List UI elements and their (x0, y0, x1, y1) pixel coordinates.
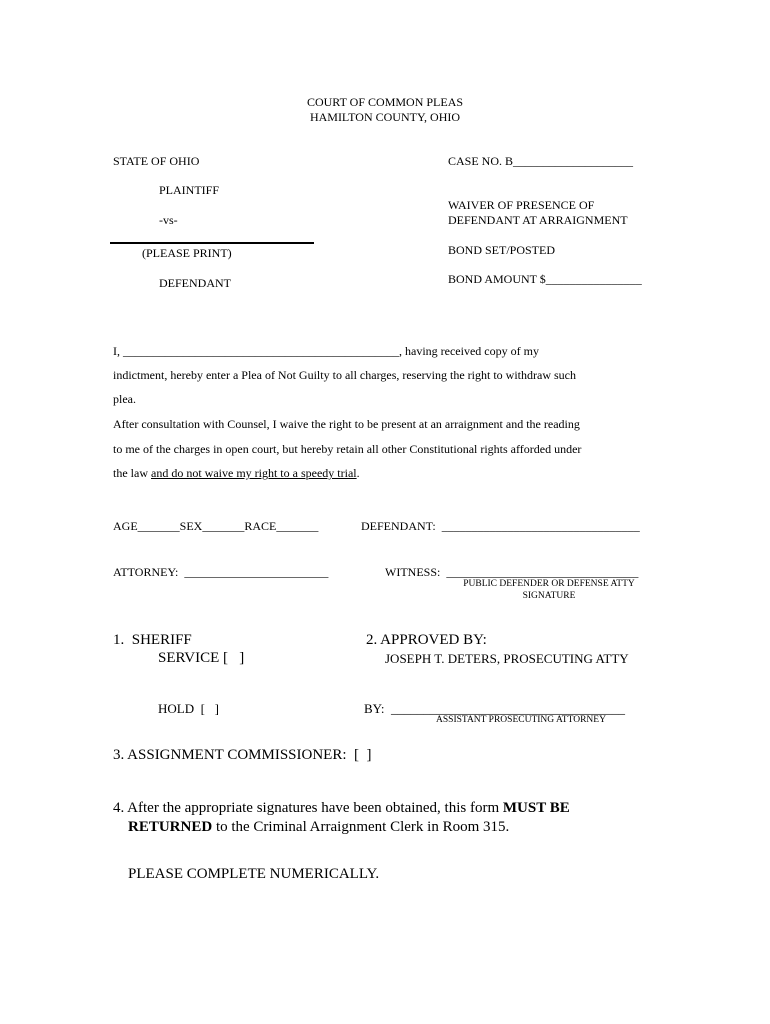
body-line-5: to me of the charges in open court, but hereby retain all other Constitutional rights afforded under (113, 442, 582, 456)
age-sex-race-fields[interactable]: AGE_______SEX_______RACE_______ (113, 519, 319, 533)
form-title-line2: DEFENDANT AT ARRAIGNMENT (448, 213, 628, 227)
defendant-name-line[interactable] (110, 242, 314, 244)
prosecutor-name: JOSEPH T. DETERS, PROSECUTING ATTY (385, 651, 629, 666)
witness-caption-line2: SIGNATURE (522, 591, 576, 601)
county-name: HAMILTON COUNTY, OHIO (309, 110, 461, 124)
instruction-line-2 (128, 820, 509, 835)
approved-by-label: 2. APPROVED BY: (366, 632, 487, 648)
bond-amount-field[interactable]: BOND AMOUNT $________________ (448, 272, 642, 286)
body-line-3: plea. (113, 392, 136, 406)
bond-set-label: BOND SET/POSTED (448, 243, 556, 257)
instruction-line-1 (113, 801, 570, 816)
court-name: COURT OF COMMON PLEAS (306, 95, 464, 109)
defendant-label: DEFENDANT (159, 276, 231, 290)
instruction-text-b: to the Criminal Arraignment Clerk in Room 315. (212, 819, 510, 835)
speedy-trial-clause: and do not waive my right to a speedy trial (151, 466, 357, 480)
body-line-6 (113, 467, 360, 479)
assistant-prosecutor-signature-field[interactable]: BY: ____________________________________ (364, 701, 625, 716)
sheriff-label: 1. SHERIFF (113, 632, 192, 648)
please-print-label: (PLEASE PRINT) (142, 246, 232, 260)
witness-caption-line1: PUBLIC DEFENDER OR DEFENSE ATTY (463, 579, 635, 589)
returned-emphasis: RETURNED (128, 819, 213, 835)
defendant-signature-field[interactable]: DEFENDANT: _________________________________ (361, 519, 640, 533)
instruction-text-a: 4. After the appropriate signatures have been obtained, this form (113, 800, 503, 816)
plaintiff-label: PLAINTIFF (159, 183, 220, 197)
vs-label: -vs- (159, 213, 178, 227)
assistant-prosecutor-caption: ASSISTANT PROSECUTING ATTORNEY (436, 715, 606, 725)
form-title-line1: WAIVER OF PRESENCE OF (448, 198, 595, 212)
hold-checkbox[interactable]: HOLD [ ] (158, 701, 220, 716)
body-line-6-suffix: . (356, 466, 360, 480)
state-label: STATE OF OHIO (113, 154, 200, 168)
body-line-6-prefix: the law (113, 466, 151, 480)
assignment-commissioner-checkbox[interactable]: 3. ASSIGNMENT COMMISSIONER: [ ] (113, 747, 372, 763)
body-line-1: I, ______________________________________________, having received copy of my (113, 344, 539, 358)
service-checkbox[interactable]: SERVICE [ ] (158, 650, 245, 666)
body-line-2: indictment, hereby enter a Plea of Not Guilty to all charges, reserving the right to withdraw such (113, 368, 576, 382)
case-number-field[interactable]: CASE NO. B____________________ (448, 154, 634, 168)
complete-numerically-note: PLEASE COMPLETE NUMERICALLY. (128, 866, 380, 882)
body-line-4: After consultation with Counsel, I waive the right to be present at an arraignment and the reading (113, 417, 580, 431)
must-be-emphasis: MUST BE (502, 800, 570, 816)
attorney-signature-field[interactable]: ATTORNEY: ________________________ (113, 565, 329, 579)
witness-signature-field[interactable]: WITNESS: ________________________________ (385, 565, 639, 579)
